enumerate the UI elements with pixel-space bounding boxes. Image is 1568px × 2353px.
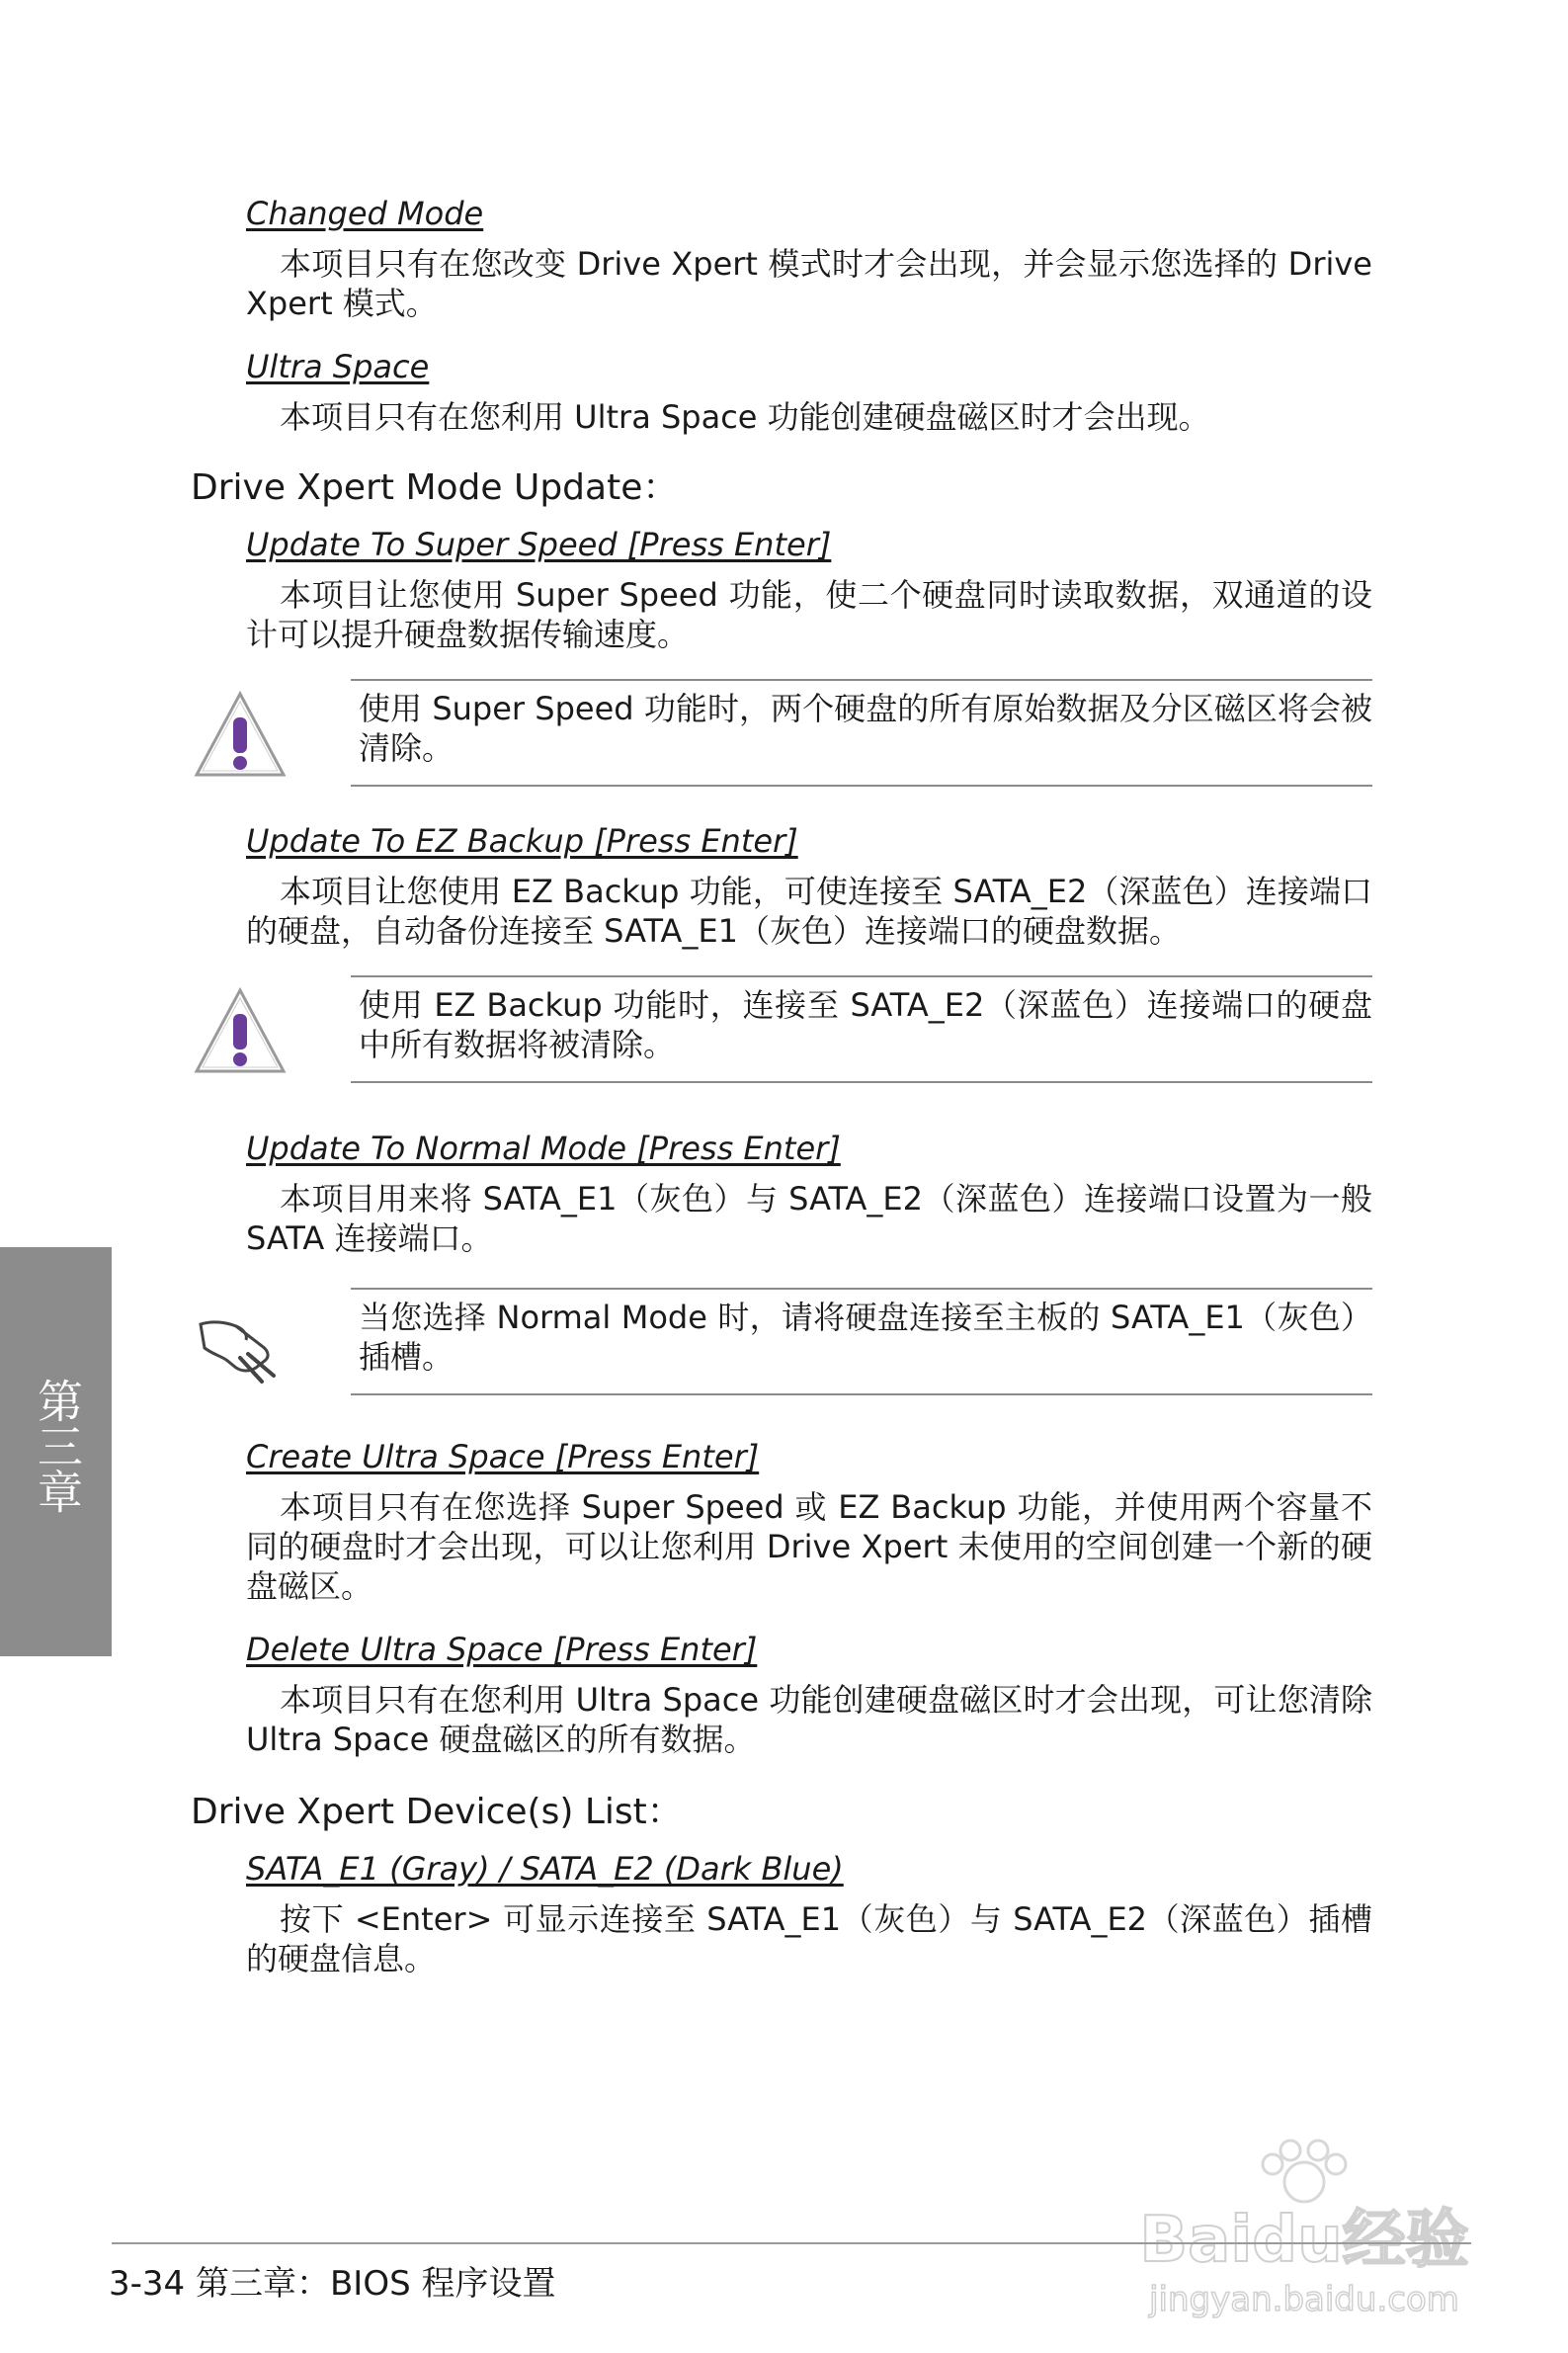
normal-mode-body: 本项目用来将 SATA_E1（灰色）与 SATA_E2（深蓝色）连接端口设置为一般 SATA 连接端口。 — [246, 1180, 1372, 1257]
normal-mode-heading: Update To Normal Mode [Press Enter] — [246, 1130, 841, 1167]
ez-backup-body: 本项目让您使用 EZ Backup 功能，可使连接至 SATA_E2（深蓝色）连接端口的硬盘，自动备份连接至 SATA_E1（灰色）连接端口的硬盘数据。 — [246, 873, 1372, 950]
ez-backup-heading: Update To EZ Backup [Press Enter] — [246, 822, 798, 860]
note-rule-top — [351, 1288, 1372, 1290]
warning-rule-top — [351, 975, 1372, 977]
delete-ultra-body: 本项目只有在您利用 Ultra Space 功能创建硬盘磁区时才会出现，可让您清除 Ultra Space 硬盘磁区的所有数据。 — [246, 1681, 1372, 1758]
super-speed-body: 本项目让您使用 Super Speed 功能，使二个硬盘同时读取数据，双通道的设计可以提升硬盘数据传输速度。 — [246, 576, 1372, 653]
super-speed-heading: Update To Super Speed [Press Enter] — [246, 526, 832, 563]
warning-icon — [193, 984, 288, 1079]
delete-ultra-heading: Delete Ultra Space [Press Enter] — [246, 1631, 758, 1668]
create-ultra-heading: Create Ultra Space [Press Enter] — [246, 1438, 760, 1475]
mode-update-title: Drive Xpert Mode Update： — [191, 467, 679, 508]
note-rule-bottom — [351, 1393, 1372, 1395]
normal-mode-note: 当您选择 Normal Mode 时，请将硬盘连接至主板的 SATA_E1（灰色）插槽。 — [359, 1299, 1372, 1376]
warning-icon — [193, 688, 288, 783]
baidu-watermark — [1107, 2125, 1502, 2322]
ultra-space-heading: Ultra Space — [246, 348, 430, 385]
super-speed-warning: 使用 Super Speed 功能时，两个硬盘的所有原始数据及分区磁区将会被清除。 — [359, 690, 1372, 767]
warning-rule-bottom — [351, 1081, 1372, 1083]
watermark-line2: jingyan.baidu.com — [1149, 2280, 1459, 2319]
footer-page-label: 3-34 第三章：BIOS 程序设置 — [109, 2264, 556, 2304]
device-list-title: Drive Xpert Device(s) List： — [191, 1792, 683, 1832]
chapter-tab-label: 第三章 — [31, 1378, 84, 1514]
warning-rule-top — [351, 679, 1372, 681]
sata-ports-body: 按下 <Enter> 可显示连接至 SATA_E1（灰色）与 SATA_E2（深蓝色）插槽的硬盘信息。 — [246, 1900, 1372, 1977]
chapter-tab — [0, 1247, 112, 1656]
watermark-line1: Baidu经验 — [1139, 2204, 1469, 2277]
footer-rule — [112, 2242, 1471, 2244]
changed-mode-heading: Changed Mode — [246, 195, 484, 232]
warning-rule-bottom — [351, 785, 1372, 787]
ultra-space-body: 本项目只有在您利用 Ultra Space 功能创建硬盘磁区时才会出现。 — [280, 398, 1210, 436]
pointing-hand-icon — [193, 1297, 288, 1391]
create-ultra-body: 本项目只有在您选择 Super Speed 或 EZ Backup 功能，并使用两个容量不同的硬盘时才会出现，可以让您利用 Drive Xpert 未使用的空间创建一个新的硬盘磁区。 — [246, 1488, 1372, 1605]
changed-mode-body: 本项目只有在您改变 Drive Xpert 模式时才会出现，并会显示您选择的 Drive Xpert 模式。 — [246, 245, 1372, 322]
sata-ports-heading: SATA_E1 (Gray) / SATA_E2 (Dark Blue) — [246, 1850, 844, 1888]
ez-backup-warning: 使用 EZ Backup 功能时，连接至 SATA_E2（深蓝色）连接端口的硬盘中所有数据将被清除。 — [359, 986, 1372, 1063]
